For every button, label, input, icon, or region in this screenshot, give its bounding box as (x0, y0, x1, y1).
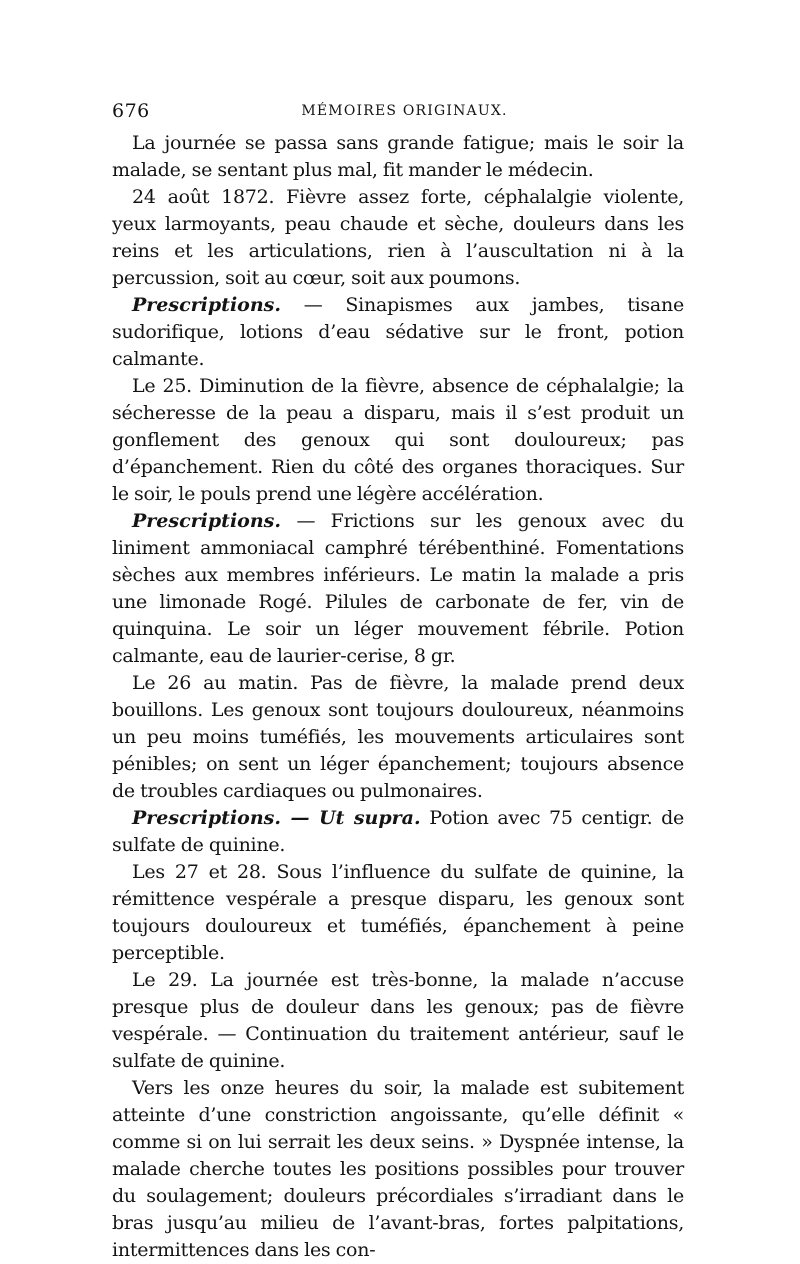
paragraph-2 (112, 184, 684, 292)
paragraph-text: Vers les onze heures du soir, la malade est subitement atteinte d’une constriction angoissante, qu’elle définit « comme si on lui serrait les deux seins. » Dyspnée intense, la malade cherche toutes les positions possibles pour trouver du soulagement; douleurs précordiales s’irradiant dans le bras jusqu’au milieu de l’avant-bras, fortes palpitations, intermittences dans les con- (112, 1077, 684, 1261)
paragraph-text: Potion avec 75 centigr. de sulfate de quinine. (112, 807, 684, 856)
prescription-label: Prescriptions. (132, 510, 281, 532)
paragraph-4 (112, 373, 684, 508)
paragraph-text: Le 26 au matin. Pas de fièvre, la malade prend deux bouillons. Les genoux sont toujours douloureux, néanmoins un peu moins tuméfiés, les mouvements articulaires sont pénibles; on sent un léger épanchement; toujours absence de troubles cardiaques ou pulmonaires. (112, 672, 684, 802)
page-number: 676 (112, 100, 150, 122)
paragraph-1 (112, 130, 684, 184)
body-text (112, 130, 684, 1264)
paragraph-6 (112, 670, 684, 805)
paragraph-5 (112, 508, 684, 670)
paragraph-3 (112, 292, 684, 373)
paragraph-10 (112, 1075, 684, 1264)
paragraph-text: — Sinapismes aux jambes, tisane sudorifique, lotions d’eau sédative sur le front, potion calmante. (112, 294, 684, 370)
prescription-label: Prescriptions. — Ut supra. (132, 807, 421, 829)
paragraph-text: Le 25. Diminution de la fièvre, absence de céphalalgie; la sécheresse de la peau a disparu, mais il s’est produit un gonflement des genoux qui sont douloureux; pas d’épanchement. Rien du côté des organes thoraciques. Sur le soir, le pouls prend une légère accélération. (112, 375, 684, 505)
paragraph-text: 24 août 1872. Fièvre assez forte, céphalalgie violente, yeux larmoyants, peau chaude et sèche, douleurs dans les reins et les articulations, rien à l’auscultation ni à la percussion, soit au cœur, soit aux poumons. (112, 186, 684, 289)
paragraph-text: Le 29. La journée est très-bonne, la malade n’accuse presque plus de douleur dans les genoux; pas de fièvre vespérale. — Continuation du traitement antérieur, sauf le sulfate de quinine. (112, 969, 684, 1072)
running-head: MÉMOIRES ORIGINAUX. (301, 103, 508, 119)
paragraph-text: Les 27 et 28. Sous l’influence du sulfate de quinine, la rémittence vespérale a presque disparu, les genoux sont toujours douloureux et tuméfiés, épanchement à peine perceptible. (112, 861, 684, 964)
page-header (112, 100, 687, 126)
paragraph-9 (112, 967, 684, 1075)
paragraph-text: La journée se passa sans grande fatigue; mais le soir la malade, se sentant plus mal, fit mander le médecin. (112, 132, 684, 181)
paragraph-8 (112, 859, 684, 967)
paragraph-7 (112, 805, 684, 859)
prescription-label: Prescriptions. (132, 294, 281, 316)
paragraph-text: — Frictions sur les genoux avec du liniment ammoniacal camphré térébenthiné. Fomentations sèches aux membres inférieurs. Le matin la malade a pris une limonade Rogé. Pilules de carbonate de fer, vin de quinquina. Le soir un léger mouvement fébrile. Potion calmante, eau de laurier-cerise, 8 gr. (112, 510, 684, 667)
